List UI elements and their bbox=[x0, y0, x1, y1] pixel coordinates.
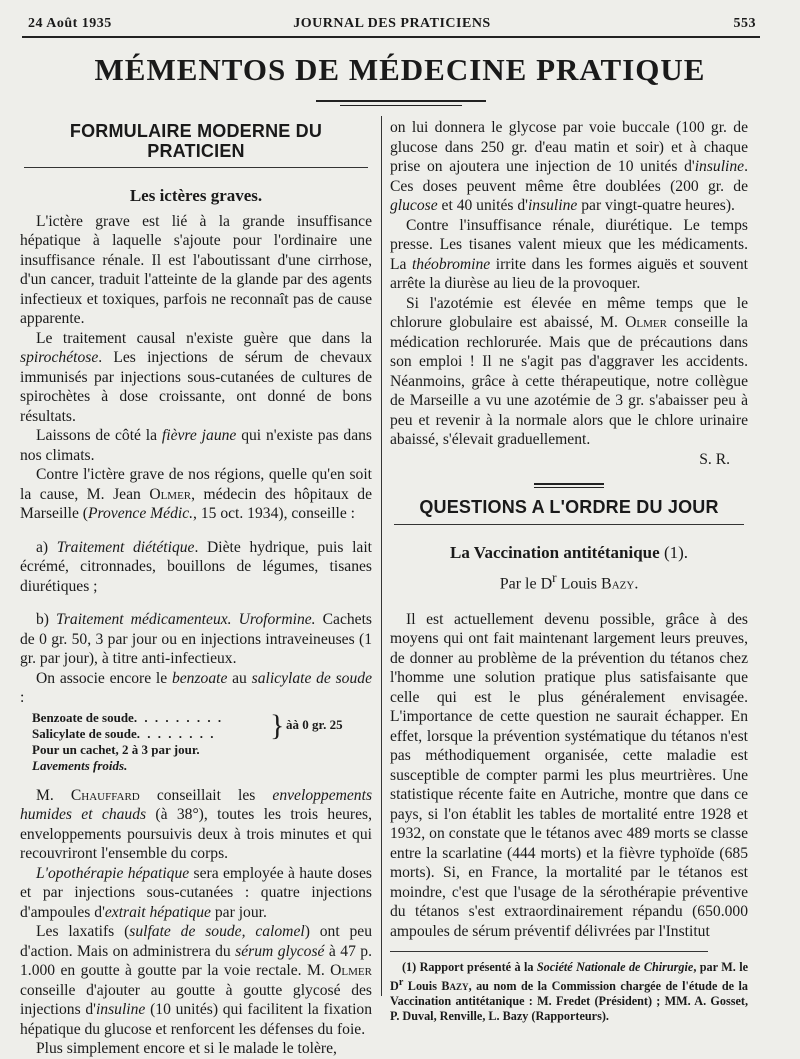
author-name: Olmer bbox=[149, 485, 192, 503]
leader-dots: . . . . . . . . bbox=[136, 725, 216, 741]
paragraph bbox=[20, 786, 372, 864]
text: au bbox=[227, 669, 252, 687]
column-divider bbox=[381, 116, 382, 996]
footnote-rule bbox=[390, 951, 708, 952]
superscript: r bbox=[552, 570, 557, 585]
text: , 15 oct. 1934), conseille : bbox=[193, 505, 356, 522]
paragraph bbox=[20, 329, 372, 427]
paragraph bbox=[20, 465, 372, 524]
right-column bbox=[390, 118, 748, 1024]
separator-rule bbox=[534, 483, 604, 485]
text: par jour. bbox=[210, 903, 267, 921]
text-italic: Traitement diététique bbox=[56, 538, 195, 556]
text: a) bbox=[36, 538, 57, 556]
text: ) ont peu d'action. Mais on administrera du bbox=[20, 923, 372, 960]
footnote-reference: (1). bbox=[659, 542, 689, 562]
paragraph-treatment-a bbox=[20, 538, 372, 597]
text-italic: enveloppements humides et chauds bbox=[20, 786, 373, 823]
author-name: Bazy bbox=[601, 575, 635, 593]
text: , médecin des hôpitaux de Marseille ( bbox=[20, 485, 372, 522]
section-rule bbox=[394, 524, 744, 525]
page-title: MÉMENTOS DE MÉDECINE PRATIQUE bbox=[94, 52, 706, 87]
text: M. bbox=[36, 786, 71, 804]
paragraph bbox=[20, 669, 372, 708]
text: sera employée à haute doses et par injections sous-cutanées : quatre injections d'ampoules d' bbox=[20, 864, 372, 921]
text-italic: L'opothérapie hépatique bbox=[36, 864, 190, 882]
paragraph bbox=[20, 864, 372, 923]
text-italic: sulfate de soude, calomel bbox=[129, 923, 305, 940]
text: conseillait les bbox=[139, 786, 273, 804]
paragraph: Plus simplement encore et si le malade le tolère, bbox=[36, 1040, 337, 1057]
paragraph: Il est actuellement devenu possible, grâce à des moyens qui ont fait maintenant largement leurs preuves, de donner au problème de la prévention du tétanos chez l'homme une solution pratique plus satisfaisante que celle qui est le plus généralement envisagée. L'importance de cette question ne saurait échapper. En effet, lorsque la prévention systématique du tétanos n'est pas méthodiquement organisée, cette maladie est susceptible de compter parmi les plus meurtrières. Une statistique récente faite en Autriche, montre que dans ce pays, si l'on établit les tables de mortalité entre 1928 et 1932, on constate que le tétanos avec 489 morts se classe entre la scarlatine (444 morts) et la fièvre typhoïde (685 morts). Si, en France, la mortalité par le tétanos est moindre, c'est que l'usage de la sérothérapie préventive du tétanos s'est extraordinairement répandu (650.000 ampoules de sérum préventif délivrées par l'Institut bbox=[390, 610, 748, 940]
article-title-text: La Vaccination antitétanique bbox=[449, 542, 660, 562]
text-italic: salicylate de soude bbox=[251, 669, 372, 687]
title-rule-thin bbox=[340, 105, 462, 106]
journal-name: JOURNAL DES PRATICIENS bbox=[293, 16, 491, 31]
author-name: Bazy bbox=[441, 979, 469, 994]
text-italic: glucose bbox=[390, 197, 438, 214]
text: Les laxatifs ( bbox=[36, 923, 130, 940]
text: . Les injections de sérum de chevaux immunisés par injections sous-cutanées de cultures de spirochètes à dose croissante, ont donné de bons résultats. bbox=[20, 349, 372, 425]
paragraph-continued bbox=[390, 118, 748, 216]
text: Par le D bbox=[499, 575, 553, 593]
separator-rule-thin bbox=[534, 487, 604, 488]
formula-ingredient: Benzoate de soude bbox=[32, 709, 134, 725]
text: Le traitement causal n'existe guère que dans la bbox=[36, 329, 372, 347]
text: conseille la médication rechlorurée. Mais que de précautions dans son emploi ! Il ne s'agit pas d'aggraver les accidents. Néanmoins, grâce à cette thérapeutique, notre collègue de Marseille a vu une azotémie de 3 gr. s'abaisser peu à peu et revenir à la normale alors que le chlore urinaire abaissé, s'élevait graduellement. bbox=[390, 314, 748, 448]
text-italic: Provence Médic. bbox=[87, 505, 194, 522]
text-italic: sérum glycosé bbox=[235, 942, 325, 960]
text-italic: extrait hépatique bbox=[104, 903, 211, 921]
issue-date: 24 Août 1935 bbox=[28, 16, 112, 31]
text: Louis bbox=[556, 575, 602, 593]
text-italic: fièvre jaune bbox=[161, 427, 237, 444]
text: b) bbox=[36, 611, 57, 628]
title-rule bbox=[316, 100, 486, 102]
paragraph bbox=[390, 294, 748, 450]
paragraph bbox=[390, 216, 748, 294]
text: : bbox=[20, 689, 25, 706]
prescription-formula bbox=[32, 710, 372, 774]
footnote bbox=[390, 960, 748, 1024]
text: et 40 unités d' bbox=[437, 197, 528, 214]
author-name: Olmer bbox=[330, 962, 372, 979]
text: , au nom de la Commission chargée de l'étude de la Vaccination antitétanique : M. Fredet (Président) ; MM. A. Gosset, P. Duval, Renville, L. Bazy (Rapporteurs). bbox=[390, 979, 748, 1024]
text-italic: Société Nationale de Chirurgie bbox=[536, 960, 694, 975]
text: , par M. le D bbox=[390, 960, 749, 994]
superscript: r bbox=[398, 977, 404, 989]
text-italic: insuline bbox=[95, 1001, 146, 1018]
section-heading-questions: QUESTIONS A L'ORDRE DU JOUR bbox=[419, 497, 719, 517]
article-signature: S. R. bbox=[699, 450, 730, 468]
page-number: 553 bbox=[733, 16, 756, 31]
text: Si l'azotémie est élevée en même temps que le chlorure globulaire est abaissé, M. bbox=[390, 294, 748, 331]
article-title-vaccination bbox=[390, 543, 748, 563]
text: (10 unités) qui facilitent la fixation hépatique du glucose et renforcent les défenses du foie. bbox=[20, 1001, 373, 1038]
text: Contre l'insuffisance rénale, diurétique. Le temps presse. Les tisanes valent mieux que les médicaments. La bbox=[390, 216, 748, 273]
text-italic: insuline bbox=[527, 197, 578, 214]
text: On associe encore le bbox=[36, 669, 172, 687]
leader-dots: . . . . . . . . . bbox=[133, 709, 224, 725]
author-name: Olmer bbox=[625, 314, 667, 331]
text-italic: insuline bbox=[694, 158, 745, 175]
text: Contre l'ictère grave de nos régions, quelle qu'en soit la cause, M. Jean bbox=[20, 466, 372, 503]
paragraph bbox=[20, 426, 372, 465]
formula-dose: àà 0 gr. 25 bbox=[286, 716, 343, 732]
paragraph-treatment-b bbox=[20, 610, 372, 669]
article-byline bbox=[390, 568, 748, 594]
text: (1) Rapport présenté à la bbox=[402, 960, 537, 975]
text-italic: théobromine bbox=[411, 255, 491, 273]
left-column bbox=[20, 118, 372, 1059]
text-italic: benzoate bbox=[171, 669, 228, 687]
section-heading-formulaire: FORMULAIRE MODERNE DU PRATICIEN bbox=[69, 121, 323, 161]
text-italic: Traitement médicamenteux. Uroformine. bbox=[56, 611, 316, 628]
text: . Ces doses peuvent même être doublées (200 gr. de bbox=[390, 158, 748, 195]
text: par vingt-quatre heures). bbox=[577, 197, 735, 214]
signature-line bbox=[390, 450, 748, 470]
text: irrite dans les formes aiguës et souvent arrête la diurèse au lieu de la provoquer. bbox=[390, 255, 748, 292]
text: Louis bbox=[403, 979, 442, 994]
formula-note: Lavements froids. bbox=[32, 757, 128, 773]
section-rule bbox=[24, 167, 368, 168]
text-italic: spirochétose bbox=[20, 349, 99, 366]
text: . Diète hydrique, puis lait écrémé, citronnades, bouillons de légumes, tisanes diurétiques ; bbox=[20, 538, 372, 595]
text: on lui donnera le glycose par voie buccale (100 gr. de glucose dans 250 gr. d'eau matin et soir) et à chaque prise on ajoutera une injection de 10 unités d' bbox=[390, 119, 748, 175]
paragraph bbox=[20, 922, 372, 1039]
text: qui n'existe pas dans nos climats. bbox=[20, 427, 373, 464]
text: Cachets de 0 gr. 50, 3 par jour ou en injections intraveineuses (1 gr. par jour), à titre anti-infectieux. bbox=[20, 611, 372, 667]
text: . bbox=[634, 575, 639, 593]
formula-ingredient: Salicylate de soude bbox=[32, 725, 137, 741]
paragraph: L'ictère grave est lié à la grande insuffisance hépatique à laquelle s'ajoute pour l'ordinaire une insuffisance rénale. Il est l'aboutissant d'une cirrhose, d'un cancer, traduit l'atteinte de la glande par des agents infectieux et toxiques, parfois ne reconnaît pas de cause apparente. bbox=[20, 212, 372, 327]
brace-glyph: } bbox=[270, 708, 285, 742]
text: Laissons de côté la bbox=[36, 427, 162, 444]
text: (à 38°), toutes les trois heures, enveloppements poursuivis deux à trois minutes et qui recouvriront l'ensemble du corps. bbox=[20, 806, 372, 862]
author-name: Chauffard bbox=[70, 786, 140, 804]
formula-posology: Pour un cachet, 2 à 3 par jour. bbox=[32, 741, 200, 757]
text: à 47 p. 1.000 en goutte à goutte par la voie rectale. M. bbox=[20, 942, 373, 979]
header-rule bbox=[22, 36, 760, 38]
text: conseille d'ajouter au goutte à goutte glycosé des injections d' bbox=[20, 981, 372, 1018]
article-title-icteres: Les ictères graves. bbox=[129, 186, 263, 205]
